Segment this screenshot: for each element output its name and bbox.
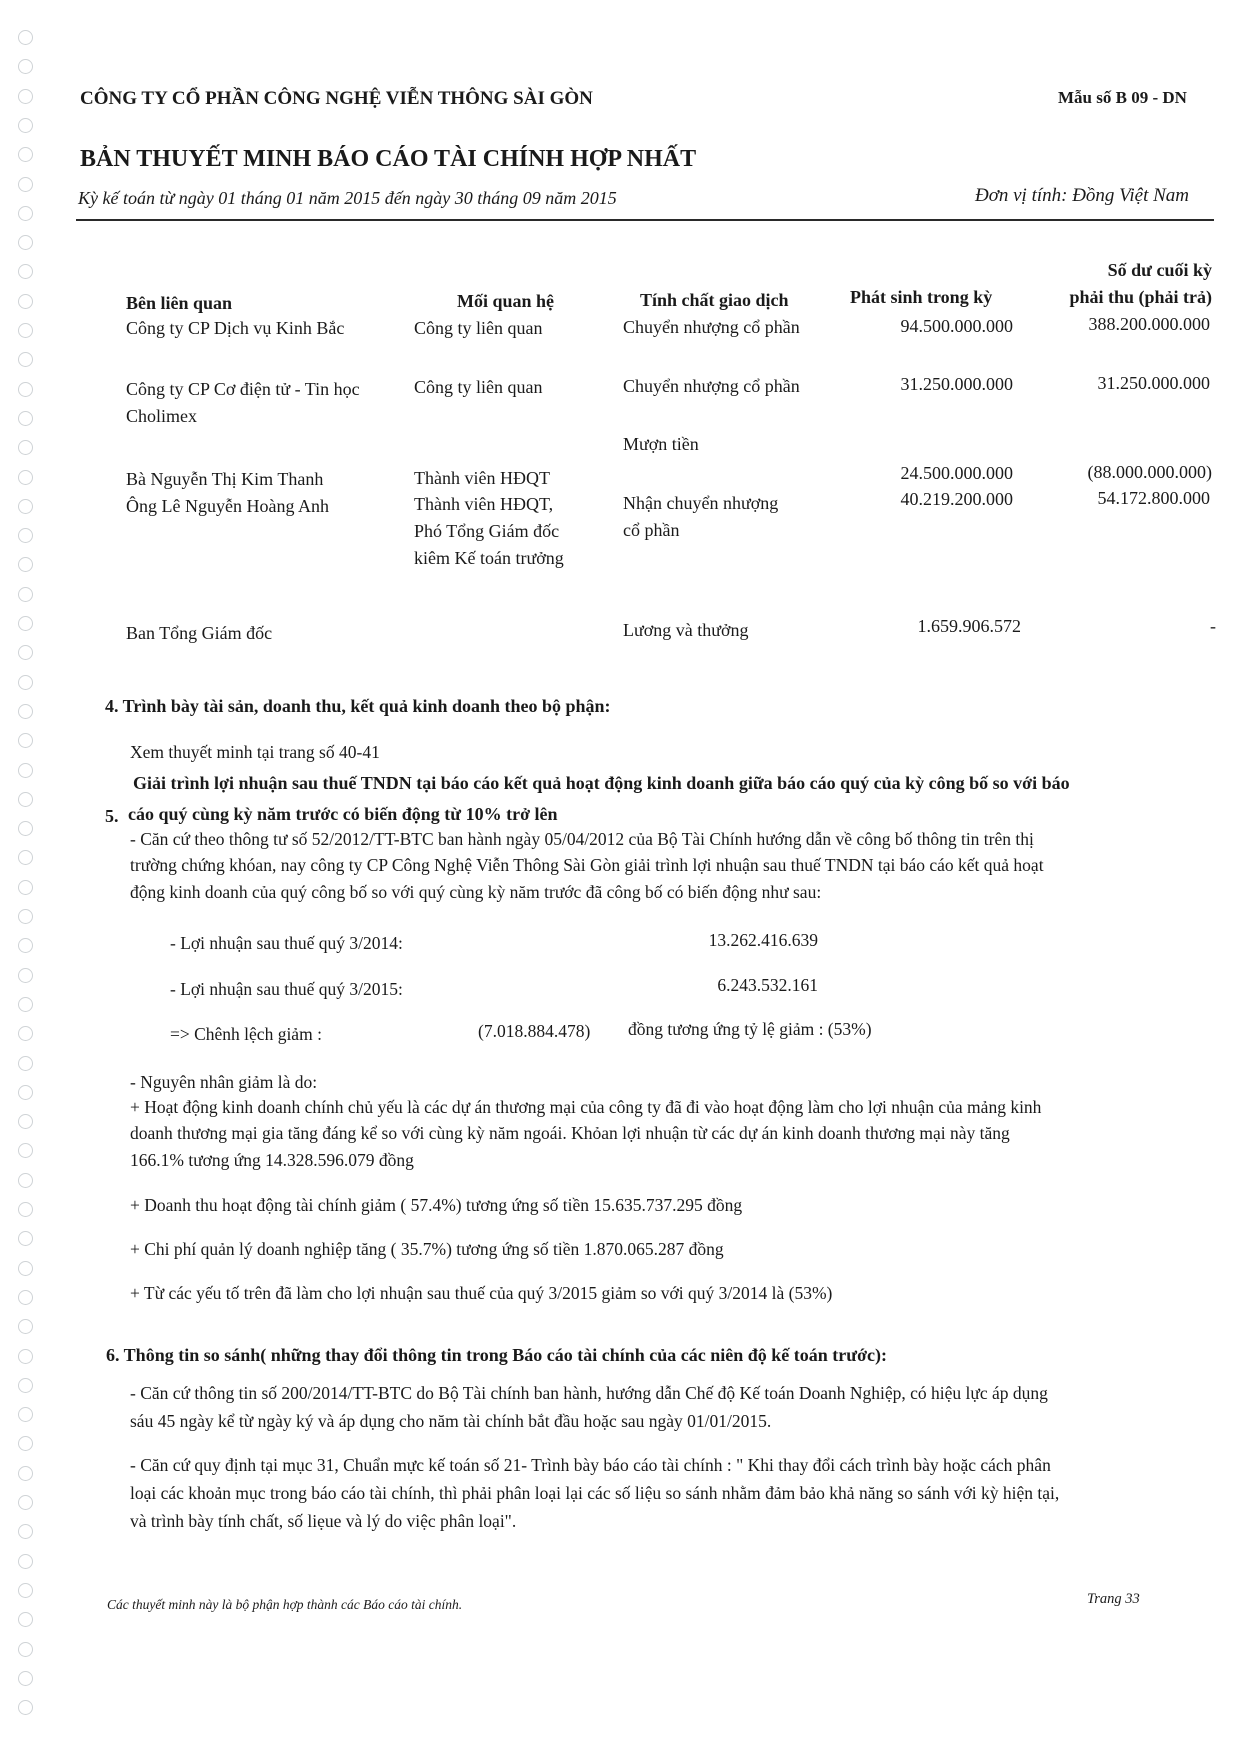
paragraph-line: doanh thương mại gia tăng đáng kể so với cùng kỳ năm ngoái. Khỏan lợi nhuận từ các dự án kinh doanh thương mại này tăng xyxy=(130,1123,1010,1143)
binder-hole xyxy=(18,1583,33,1598)
profit-2015-value: 6.243.532.161 xyxy=(717,975,818,995)
paragraph-line: 166.1% tương ứng 14.328.596.079 đồng xyxy=(130,1150,414,1170)
section-4-text: Xem thuyết minh tại trang số 40-41 xyxy=(130,742,380,762)
binder-hole xyxy=(18,1290,33,1305)
binder-hole xyxy=(18,1671,33,1686)
table-cell-amount: 24.500.000.000 xyxy=(900,463,1013,483)
page-number: Trang 33 xyxy=(1087,1591,1140,1607)
section-5-heading: Giải trình lợi nhuận sau thuế TNDN tại báo cáo kết quả hoạt động kinh doanh giữa báo cáo quý của kỳ công bố so với báo xyxy=(133,773,1070,793)
table-cell-nature: Chuyển nhượng cổ phần xyxy=(623,376,800,396)
binder-hole xyxy=(18,704,33,719)
binder-hole xyxy=(18,821,33,836)
paragraph-line: + Từ các yếu tố trên đã làm cho lợi nhuận sau thuế của quý 3/2015 giảm so với quý 3/2014 là (53%) xyxy=(130,1283,833,1303)
binder-hole xyxy=(18,968,33,983)
binder-hole xyxy=(18,792,33,807)
binder-hole xyxy=(18,235,33,250)
binder-hole xyxy=(18,1495,33,1510)
binder-hole xyxy=(18,294,33,309)
binder-hole xyxy=(18,1261,33,1276)
binder-holes xyxy=(8,30,42,1730)
table-cell-party: Bà Nguyễn Thị Kim Thanh xyxy=(126,469,324,489)
binder-hole xyxy=(18,1466,33,1481)
table-cell-amount: 1.659.906.572 xyxy=(917,616,1021,636)
reporting-period: Kỳ kế toán từ ngày 01 tháng 01 năm 2015 đến ngày 30 tháng 09 năm 2015 xyxy=(78,188,617,208)
paragraph-line: và trình bày tính chất, số liẹue và lý do việc phân loại". xyxy=(130,1511,517,1531)
binder-hole xyxy=(18,323,33,338)
binder-hole xyxy=(18,30,33,45)
binder-hole xyxy=(18,206,33,221)
document-title: BẢN THUYẾT MINH BÁO CÁO TÀI CHÍNH HỢP NHẤT xyxy=(80,146,697,172)
table-cell-relation: Thành viên HĐQT xyxy=(414,468,550,488)
table-cell-party: Ông Lê Nguyễn Hoàng Anh xyxy=(126,496,329,516)
table-cell-amount: 40.219.200.000 xyxy=(900,489,1013,509)
binder-hole xyxy=(18,880,33,895)
table-cell-amount: 31.250.000.000 xyxy=(900,374,1013,394)
binder-hole xyxy=(18,675,33,690)
table-cell-party-cont: Cholimex xyxy=(126,406,197,426)
currency-unit: Đơn vị tính: Đồng Việt Nam xyxy=(975,185,1190,206)
binder-hole xyxy=(18,177,33,192)
paragraph-line: động kinh doanh của quý công bố so với quý cùng kỳ năm trước đã công bố có biến động như sau: xyxy=(130,882,822,902)
paragraph-line: + Hoạt động kinh doanh chính chủ yếu là các dự án thương mại của công ty đã đi vào hoạt động làm cho lợi nhuận của mảng kinh xyxy=(130,1097,1042,1117)
binder-hole xyxy=(18,850,33,865)
table-cell-balance: 54.172.800.000 xyxy=(1097,488,1210,508)
binder-hole xyxy=(18,470,33,485)
binder-hole xyxy=(18,118,33,133)
binder-hole xyxy=(18,1349,33,1364)
section-5-number: 5. xyxy=(105,806,119,826)
col-header-balance: Số dư cuối kỳ xyxy=(1107,260,1212,280)
section-4-heading: 4. Trình bày tài sản, doanh thu, kết quả kinh doanh theo bộ phận: xyxy=(105,696,611,716)
binder-hole xyxy=(18,528,33,543)
table-cell-party: Công ty CP Cơ điện tử - Tin học xyxy=(126,379,360,399)
binder-hole xyxy=(18,645,33,660)
binder-hole xyxy=(18,938,33,953)
binder-hole xyxy=(18,1554,33,1569)
table-cell-relation-cont: Phó Tổng Giám đốc xyxy=(414,521,560,541)
section-5-heading-cont: cáo quý cùng kỳ năm trước có biến động từ 10% trở lên xyxy=(128,804,558,824)
profit-2014-value: 13.262.416.639 xyxy=(708,930,818,950)
difference-label: => Chênh lệch giảm : xyxy=(170,1024,322,1044)
binder-hole xyxy=(18,1056,33,1071)
col-header-party: Bên liên quan xyxy=(126,293,233,313)
table-cell-nature: Nhận chuyển nhượng xyxy=(623,493,779,513)
binder-hole xyxy=(18,1378,33,1393)
binder-hole xyxy=(18,1085,33,1100)
binder-hole xyxy=(18,59,33,74)
table-cell-nature-cont: cổ phần xyxy=(623,520,680,540)
binder-hole xyxy=(18,1202,33,1217)
table-cell-balance: 31.250.000.000 xyxy=(1097,373,1210,393)
binder-hole xyxy=(18,1407,33,1422)
table-cell-relation: Thành viên HĐQT, xyxy=(414,494,554,514)
binder-hole xyxy=(18,997,33,1012)
profit-2014-label: - Lợi nhuận sau thuế quý 3/2014: xyxy=(170,933,403,953)
binder-hole xyxy=(18,1436,33,1451)
paragraph-line: loại các khoản mục trong báo cáo tài chính, thì phải phân loại lại các số liệu so sánh nhằm đảm bảo khả năng so sánh với kỳ hiện tại, xyxy=(130,1483,1060,1503)
paragraph-line: + Doanh thu hoạt động tài chính giảm ( 57.4%) tương ứng số tiền 15.635.737.295 đồng xyxy=(130,1195,743,1215)
paragraph-line: - Căn cứ thông tin số 200/2014/TT-BTC do Bộ Tài chính ban hành, hướng dẫn Chế độ Kế toán Doanh Nghiệp, có hiệu lực áp dụng xyxy=(130,1383,1048,1403)
table-cell-party: Công ty CP Dịch vụ Kinh Bắc xyxy=(126,318,345,338)
binder-hole xyxy=(18,1173,33,1188)
binder-hole xyxy=(18,557,33,572)
binder-hole xyxy=(18,352,33,367)
paragraph-line: trường chứng khóan, nay công ty CP Công Nghệ Viễn Thông Sài Gòn giải trình lợi nhuận sau thuế TNDN tại báo cáo kết quả hoạt xyxy=(130,855,1044,875)
col-header-nature: Tính chất giao dịch xyxy=(640,290,789,310)
binder-hole xyxy=(18,89,33,104)
table-cell-nature: Lương và thưởng xyxy=(623,620,749,640)
table-cell-relation: Công ty liên quan xyxy=(414,318,543,338)
binder-hole xyxy=(18,264,33,279)
difference-value: (7.018.884.478) xyxy=(478,1021,591,1041)
profit-2015-label: - Lợi nhuận sau thuế quý 3/2015: xyxy=(170,979,403,999)
table-cell-nature: Chuyển nhượng cổ phần xyxy=(623,317,800,337)
binder-hole xyxy=(18,1231,33,1246)
binder-hole xyxy=(18,1114,33,1129)
binder-hole xyxy=(18,440,33,455)
binder-hole xyxy=(18,616,33,631)
binder-hole xyxy=(18,382,33,397)
binder-hole xyxy=(18,733,33,748)
table-cell-party: Ban Tổng Giám đốc xyxy=(126,623,273,643)
table-cell-amount: 94.500.000.000 xyxy=(900,316,1013,336)
col-header-relation: Mối quan hệ xyxy=(457,291,555,311)
binder-hole xyxy=(18,1143,33,1158)
binder-hole xyxy=(18,1524,33,1539)
binder-hole xyxy=(18,763,33,778)
reason-intro: - Nguyên nhân giảm là do: xyxy=(130,1072,318,1092)
binder-hole xyxy=(18,411,33,426)
table-cell-balance: - xyxy=(1210,616,1216,636)
binder-hole xyxy=(18,1700,33,1715)
paragraph-line: sáu 45 ngày kể từ ngày ký và áp dụng cho năm tài chính bắt đầu hoặc sau ngày 01/01/2015. xyxy=(130,1411,772,1431)
table-cell-relation: Công ty liên quan xyxy=(414,377,543,397)
footer-note: Các thuyết minh này là bộ phận hợp thành các Báo cáo tài chính. xyxy=(107,1597,463,1612)
binder-hole xyxy=(18,1026,33,1041)
table-cell-nature: Mượn tiền xyxy=(623,434,699,454)
binder-hole xyxy=(18,499,33,514)
header-divider xyxy=(76,219,1214,221)
table-cell-balance: (88.000.000.000) xyxy=(1087,462,1212,482)
col-header-balance-sub: phải thu (phải trả) xyxy=(1069,287,1212,307)
paragraph-line: - Căn cứ quy định tại mục 31, Chuẩn mực kế toán số 21- Trình bày báo cáo tài chính : " Khi thay đổi cách trình bày hoặc cách phân xyxy=(130,1455,1051,1475)
company-name: CÔNG TY CỔ PHẦN CÔNG NGHỆ VIỄN THÔNG SÀI GÒN xyxy=(80,88,593,109)
table-cell-relation-cont: kiêm Kế toán trưởng xyxy=(414,548,564,568)
binder-hole xyxy=(18,1319,33,1334)
section-6-heading: 6. Thông tin so sánh( những thay đổi thông tin trong Báo cáo tài chính của các niên độ kế toán trước): xyxy=(106,1345,888,1365)
binder-hole xyxy=(18,1612,33,1627)
paragraph-line: + Chi phí quản lý doanh nghiệp tăng ( 35.7%) tương ứng số tiền 1.870.065.287 đồng xyxy=(130,1239,724,1259)
binder-hole xyxy=(18,909,33,924)
difference-note: đồng tương ứng tỷ lệ giảm : (53%) xyxy=(628,1019,872,1039)
binder-hole xyxy=(18,587,33,602)
binder-hole xyxy=(18,1642,33,1657)
binder-hole xyxy=(18,147,33,162)
form-number: Mẫu số B 09 - DN xyxy=(1058,88,1187,107)
paragraph-line: - Căn cứ theo thông tư số 52/2012/TT-BTC ban hành ngày 05/04/2012 của Bộ Tài Chính hướng dẫn về công bố thông tin trên thị xyxy=(130,829,1034,849)
table-cell-balance: 388.200.000.000 xyxy=(1088,314,1210,334)
col-header-amount: Phát sinh trong kỳ xyxy=(850,287,993,307)
